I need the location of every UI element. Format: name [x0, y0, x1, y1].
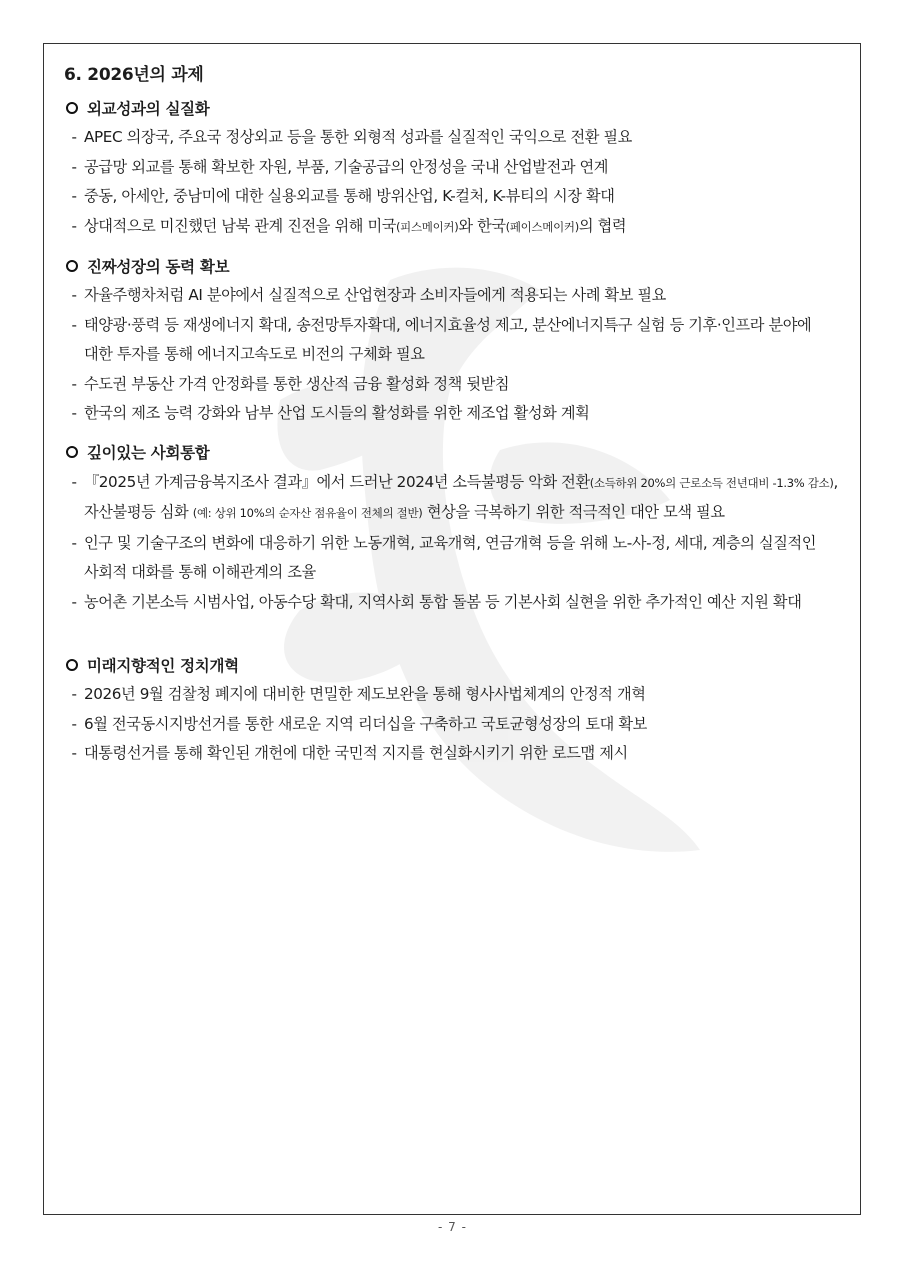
list-item: - 중동, 아세안, 중남미에 대한 실용외교를 통해 방위산업, K-컬처, K-뷰티의 시장 확대	[71, 187, 615, 205]
page-number: - 7 -	[438, 1220, 467, 1234]
list-item: - 자율주행차처럼 AI 분야에서 실질적으로 산업현장과 소비자들에게 적용되는 사례 확보 필요	[71, 286, 666, 304]
section-heading-social	[64, 437, 844, 468]
item-list	[64, 680, 844, 769]
circle-bullet-icon	[66, 446, 78, 458]
list-item: - 상대적으로 미진했던 남북 관계 진전을 위해 미국(피스메이커)와 한국(페이스메이커)의 협력	[71, 216, 627, 235]
section-heading-diplomacy	[64, 92, 844, 123]
section-title: 6. 2026년의 과제	[64, 65, 204, 85]
circle-bullet-icon	[66, 260, 78, 272]
section-heading-politics	[64, 649, 844, 680]
list-item: - 공급망 외교를 통해 확보한 자원, 부품, 기술공급의 안정성을 국내 산업발전과 연계	[71, 157, 609, 176]
list-item: - 농어촌 기본소득 시범사업, 아동수당 확대, 지역사회 통합 돌봄 등 기본사회 실현을 위한 추가적인 예산 지원 확대	[71, 592, 802, 611]
heading-text: 진짜성장의 동력 확보	[87, 257, 230, 276]
heading-text: 깊이있는 사회통합	[87, 444, 210, 462]
list-item: - 『2025년 가계금융복지조사 결과』에서 드러난 2024년 소득불평등 악화 전환(소득하위 20%의 근로소득 전년대비 -1.3% 감소), 자산불평등 심화 (예: 상위 10%의 순자산 점유율이 전체의 절반) 현상을 극복하기 위한 적극적인 대안 모색 필요	[71, 472, 838, 521]
list-item: - 인구 및 기술구조의 변화에 대응하기 위한 노동개혁, 교육개혁, 연금개혁 등을 위해 노-사-정, 세대, 계층의 실질적인 사회적 대화를 통해 이해관계의 조율	[71, 533, 817, 581]
circle-bullet-icon	[66, 659, 78, 671]
list-item: - 수도권 부동산 가격 안정화를 통한 생산적 금융 활성화 정책 뒷받침	[71, 374, 510, 393]
list-item: - 태양광·풍력 등 재생에너지 확대, 송전망투자확대, 에너지효율성 제고, 분산에너지특구 실험 등 기후·인프라 분야에 대한 투자를 통해 에너지고속도로 비전의 구체화 필요	[71, 315, 812, 363]
list-item: - 2026년 9월 검찰청 폐지에 대비한 면밀한 제도보완을 통해 형사사법체계의 안정적 개혁	[71, 685, 646, 703]
list-item: - APEC 의장국, 주요국 정상외교 등을 통한 외형적 성과를 실질적인 국익으로 전환 필요	[71, 128, 632, 146]
circle-bullet-icon	[66, 102, 78, 114]
section-heading-growth	[64, 250, 844, 281]
document-body	[64, 58, 844, 777]
item-list	[64, 123, 844, 242]
list-item: - 대통령선거를 통해 확인된 개헌에 대한 국민적 지지를 현실화시키기 위한 로드맵 제시	[71, 744, 628, 762]
item-list	[64, 281, 844, 429]
heading-text: 외교성과의 실질화	[87, 99, 210, 118]
spacer	[64, 625, 844, 649]
heading-text: 미래지향적인 정치개혁	[87, 656, 239, 675]
list-item: - 한국의 제조 능력 강화와 남부 산업 도시들의 활성화를 위한 제조업 활성화 계획	[71, 404, 590, 422]
list-item: - 6월 전국동시지방선거를 통한 새로운 지역 리더십을 구축하고 국토균형성장의 토대 확보	[71, 714, 647, 733]
item-list	[64, 468, 844, 618]
